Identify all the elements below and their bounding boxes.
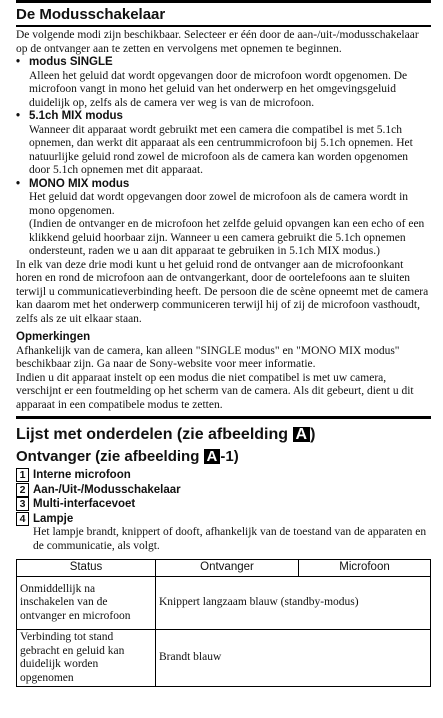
section-title: De Modusschakelaar xyxy=(16,6,166,23)
status-cell: Onmiddellijk na inschakelen van de ontvanger en microfoon xyxy=(17,577,156,630)
mode-item xyxy=(16,56,431,110)
mode-description: Wanneer dit apparaat wordt gebruikt met een camera die compatibel is met 5.1ch opnemen, dan werkt dit apparaat als een centrummicrofoon bij 5.1ch opnemen. Het natuurlijke geluid rond zowel de microfoon als de camera kan worden opgenomen door 5.1ch opnemen met dit apparaat. xyxy=(29,123,413,176)
figure-badge: A xyxy=(293,427,311,442)
table-row xyxy=(17,630,431,687)
part-number: 3 xyxy=(16,497,29,511)
receiver-cell: Brandt blauw xyxy=(156,630,431,687)
part-label: Interne microfoon xyxy=(33,469,131,481)
part-number: 4 xyxy=(16,512,29,526)
bullet-icon: • xyxy=(16,56,21,68)
section-header xyxy=(16,0,431,27)
part-number: 1 xyxy=(16,468,29,482)
receiver-subtitle: Ontvanger (zie afbeelding A -1) xyxy=(16,448,239,465)
mode-item xyxy=(16,178,431,259)
bullet-icon: • xyxy=(16,177,21,190)
bullet-icon: • xyxy=(16,110,21,122)
column-header: Ontvanger xyxy=(156,560,299,577)
part-label: Aan-/Uit-/Modusschakelaar xyxy=(33,483,181,496)
remark-text: Afhankelijk van de camera, kan alleen "SINGLE modus" en "MONO MIX modus" beschikbaar zijn. Ga naar de Sony-website voor meer informatie. xyxy=(16,344,400,370)
mode-note: (Indien de ontvanger en de microfoon het zelfde geluid opvangen kan een echo of een klikkend geluid hoorbaar zijn. Wanneer u een camera gebruikt die 5.1ch opnemen ondersteunt, raden we u aan dit apparaat te gebruiken in 5.1ch MIX modus.) xyxy=(29,218,425,257)
receiver-cell: Knippert langzaam blauw (standby-modus) xyxy=(156,577,431,630)
manual-page xyxy=(16,0,431,687)
intro-paragraph: De volgende modi zijn beschikbaar. Selecteer er één door de aan-/uit-/modusschakelaar op de ontvanger aan te zetten en vervolgens met opnemen te beginnen. xyxy=(16,29,419,55)
mode-title: 5.1ch MIX modus xyxy=(29,110,123,122)
list-item xyxy=(16,483,431,498)
list-item xyxy=(16,512,431,527)
body-paragraph: In elk van deze drie modi kunt u het geluid rond de ontvanger aan de microfoonkant horen en rond de microfoon aan de ontvangerkant, door de oortelefoons aan te sluiten terwijl u communicatieverbinding heeft. De persoon die de scène opneemt met de camera kan daarom met het onderwerp communiceren terwijl hij of zij de microfoon vasthoudt, zelfs als ze uit elkaar staan. xyxy=(16,258,429,325)
figure-badge: A xyxy=(204,449,221,464)
mode-title: MONO MIX modus xyxy=(29,177,130,190)
table-header-row xyxy=(17,560,431,577)
column-header: Microfoon xyxy=(299,560,431,577)
part-label: Lampje xyxy=(33,512,74,525)
lamp-description: Het lampje brandt, knippert of dooft, afhankelijk van de toestand van de apparaten en de communicatie, als volgt. xyxy=(33,526,427,552)
section-divider xyxy=(16,416,431,419)
column-header: Status xyxy=(17,560,156,577)
table-row xyxy=(17,577,431,630)
list-item xyxy=(16,468,431,483)
part-label: Multi-interfacevoet xyxy=(33,498,136,510)
remark-text: Indien u dit apparaat instelt op een modus die niet compatibel is met uw camera, verschijnt er een foutmelding op het scherm van de camera. Als dit gebeurt, dient u dit apparaat in een compatibele modus te zetten. xyxy=(16,371,414,411)
mode-description: Het geluid dat wordt opgevangen door zowel de microfoon als de camera wordt in mono opgenomen. xyxy=(29,191,409,217)
parts-list-title: Lijst met onderdelen (zie afbeelding A ) xyxy=(16,426,316,443)
status-table xyxy=(16,559,431,687)
parts-list xyxy=(16,468,431,553)
remarks-title: Opmerkingen xyxy=(16,331,91,343)
part-number: 2 xyxy=(16,483,29,497)
mode-item xyxy=(16,110,431,178)
status-cell: Verbinding tot stand gebracht en geluid kan duidelijk worden opgenomen xyxy=(17,630,156,687)
mode-title: modus SINGLE xyxy=(29,56,113,68)
mode-description: Alleen het geluid dat wordt opgevangen door de microfoon wordt opgenomen. De microfoon vangt in mono het geluid van het onderwerp en het omgevingsgeluid duidelijk op, zelfs als de camera ver weg is van de microfoon. xyxy=(29,69,408,109)
list-item xyxy=(16,497,431,512)
